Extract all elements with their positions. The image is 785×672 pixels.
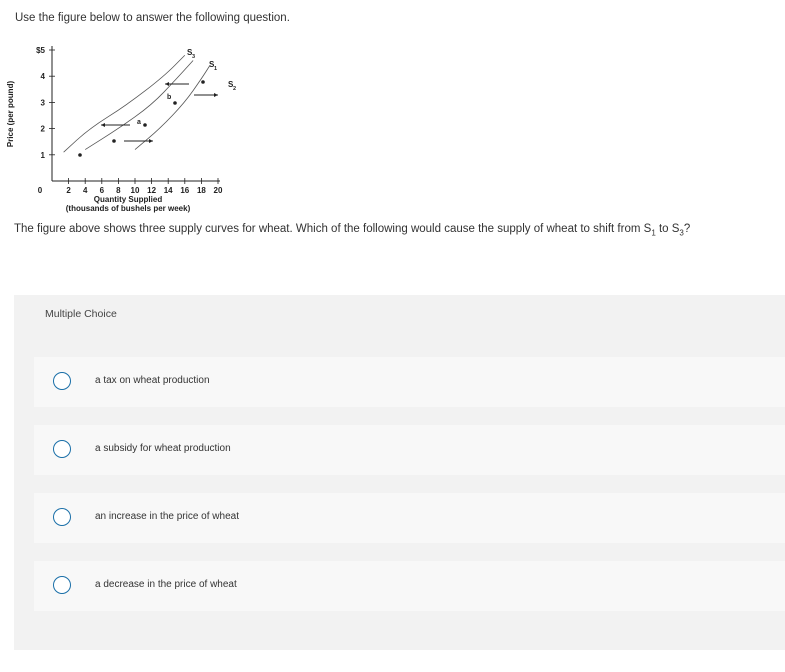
supply-curve-s2 [135,66,210,150]
question-text [14,223,690,237]
choice-label: a subsidy for wheat production [95,443,231,454]
curve-label-s3: S [187,48,193,57]
curve-label-s3-subscript: 3 [192,54,196,60]
y-tick-label: 3 [40,98,45,108]
question-text-after: ? [683,223,691,235]
x-tick-label: 14 [163,186,173,195]
choice-option-2[interactable] [34,425,785,475]
x-tick-label: 18 [196,186,206,195]
curve-label-s1-subscript: 1 [214,66,218,72]
shift-arrow-right-1-head [149,139,153,143]
point-label-a: a [137,119,141,126]
data-point [201,80,205,84]
x-axis-sublabel: (thousands of bushels per week) [65,204,191,213]
question-text-before: The figure above shows three supply curves for wheat. Which of the following would cause the supply of wheat to shift from S [14,223,652,235]
choice-label: an increase in the price of wheat [95,511,239,522]
data-point [173,101,177,105]
data-point [112,139,116,143]
multiple-choice-panel [14,295,785,650]
curve-label-s2-subscript: 2 [233,86,237,92]
supply-curves-figure [0,36,300,222]
x-tick-label: 16 [180,186,190,195]
y-tick-label: $5 [36,46,45,55]
y-tick-label: 2 [40,124,45,134]
x-tick-label: 8 [116,186,121,195]
shift-arrow-left-a-head [101,123,105,127]
data-point [143,123,147,127]
data-point [78,153,82,157]
radio-button[interactable] [53,440,71,458]
x-tick-label: 2 [66,186,71,195]
supply-curve-s1 [85,60,193,149]
question-text-mid: to S [655,223,680,235]
choice-option-1[interactable] [34,357,785,407]
x-axis-label: Quantity Supplied [93,195,163,204]
x-tick-label: 10 [130,186,140,195]
x-tick-label: 6 [99,186,105,195]
supply-curve-s3 [64,55,185,152]
x-tick-label: 20 [213,186,223,195]
choice-label: a decrease in the price of wheat [95,579,237,590]
x-tick-label: 4 [82,186,88,195]
choice-label: a tax on wheat production [95,375,210,386]
point-label-b: b [167,94,172,101]
x-tick-label: 12 [147,186,157,195]
question-prompt: Use the figure below to answer the following question. [15,12,290,24]
curve-label-s2: S [228,80,234,89]
shift-arrow-right-2-head [214,93,218,97]
choice-option-4[interactable] [34,561,785,611]
question-sub-3: 3 [679,228,684,238]
radio-button[interactable] [53,372,71,390]
y-tick-label: 4 [40,72,45,82]
origin-label: 0 [37,186,43,195]
radio-button[interactable] [53,508,71,526]
shift-arrow-left-b-head [165,82,169,86]
radio-button[interactable] [53,576,71,594]
y-tick-label: 1 [40,150,45,160]
choice-option-3[interactable] [34,493,785,543]
y-axis-label: Price (per pound) [6,80,15,148]
question-sub-1: 1 [651,228,656,238]
multiple-choice-header: Multiple Choice [45,308,117,320]
curve-label-s1: S [209,60,215,69]
